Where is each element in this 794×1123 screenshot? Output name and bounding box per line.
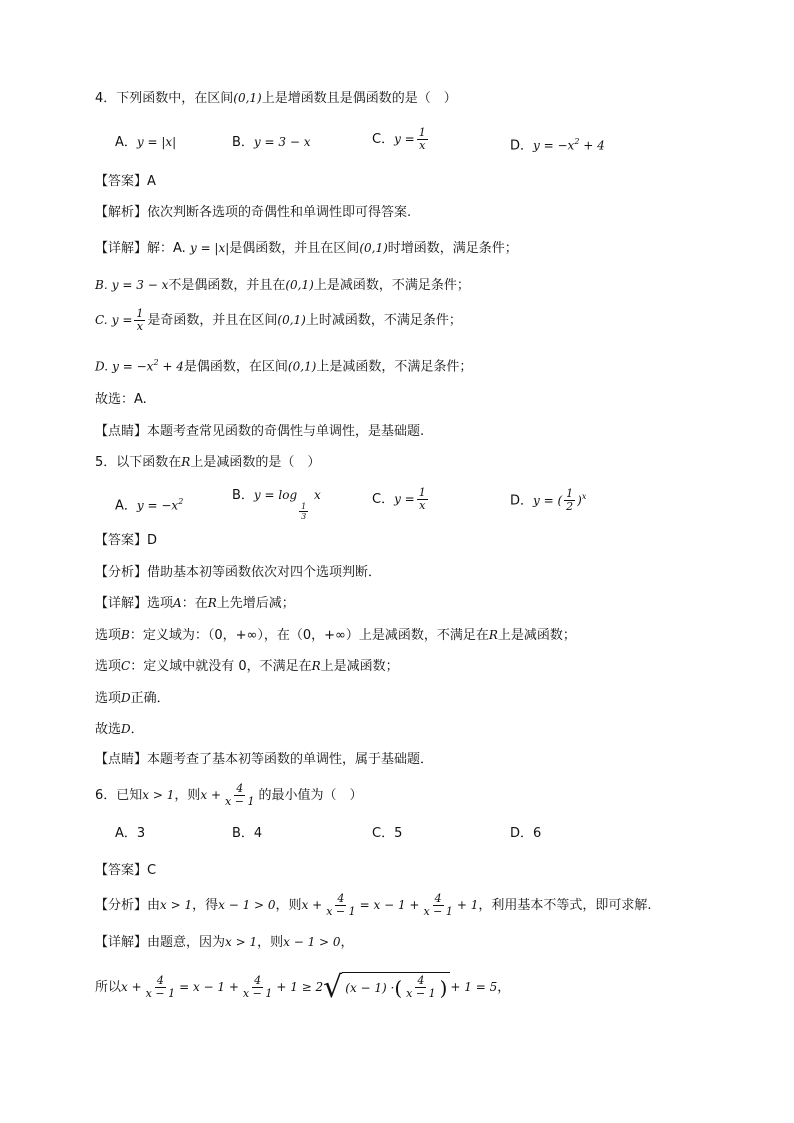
q5-option-c: C．y = $\frac{1}{x}$	[372, 486, 426, 512]
fraction: $\frac{1}{x}$	[418, 486, 426, 512]
q4-stem: 4．下列函数中，在区间(0,1)上是增函数且是偶函数的是（ ）	[95, 91, 457, 106]
q4-option-b: B．y = 3 − x	[232, 135, 311, 150]
fraction: $\frac{4}{x - 1}$	[326, 892, 356, 918]
q4-analysis: 【解析】依次判断各选项的奇偶性和单调性即可得答案.	[95, 205, 412, 220]
fraction: $\frac{4}{x - 1}$	[242, 974, 273, 1000]
q5-stem: 5．以下函数在R上是减函数的是（ ）	[95, 455, 321, 470]
q4-detail: 【详解】解：A. y = |x|是偶函数，并且在区间(0,1)时增函数，满足条件；	[95, 241, 518, 256]
q5-comment: 【点睛】本题考查了基本初等函数的单调性，属于基础题．	[95, 752, 434, 767]
fraction: $\frac{1}{x}$	[136, 307, 144, 333]
q6-detail: 【详解】由题意，因为x > 1，则x − 1 > 0，	[95, 935, 354, 950]
q5-option-d: D．y = ( $\frac{1}{2}$ )$^x$	[510, 487, 587, 514]
q4-detail-b: B. y = 3 − x不是偶函数，并且在(0,1)上是减函数，不满足条件；	[95, 278, 470, 293]
q6-derivation: 所以x + $\frac{4}{x - 1}$ = x − 1 + $\frac{4}{x - 1}$ + 1 ≥ 2√ (x − 1) · ( $\frac{4}{x - 1}$ ) + 1 = 5，	[95, 970, 511, 1005]
fraction: $\frac{4}{x - 1}$	[145, 974, 176, 1000]
q5-detail-d: 选项D正确．	[95, 691, 170, 706]
radical-sign-icon: √	[323, 970, 343, 1005]
square-root: √ (x − 1) · ( $\frac{4}{x - 1}$ )	[323, 972, 450, 1003]
q4-comment: 【点睛】本题考查常见函数的奇偶性与单调性，是基础题.	[95, 424, 425, 439]
q4-answer: 【答案】A	[95, 174, 156, 189]
fraction: $\frac{1}{x}$	[418, 126, 426, 152]
fraction: $\frac{4}{x - 1}$	[225, 782, 255, 808]
q6-option-c: C．5	[372, 826, 403, 841]
q5-answer: 【答案】D	[95, 533, 158, 548]
q4-option-a: A．y = |x|	[115, 135, 177, 150]
q6-stem: 6．已知x > 1，则x + $\frac{4}{x - 1}$ 的最小值为（ ）	[95, 782, 363, 808]
q6-option-a: A．3	[115, 826, 146, 841]
q4-option-d: D．$y = -x^2 + 4$	[510, 137, 605, 154]
q6-analysis: 【分析】由x > 1，得x − 1 > 0，则x + $\frac{4}{x - 1}$ = x − 1 + $\frac{4}{x - 1}$ + 1，利用基本不等式，即可求解.	[95, 892, 652, 918]
q5-choose: 故选D．	[95, 722, 144, 737]
log-base-fraction: $\frac{1}{3}$	[301, 502, 307, 521]
fraction: $\frac{4}{x - 1}$	[406, 974, 436, 1000]
q4-option-c: C．y = $\frac{1}{x}$	[372, 126, 426, 152]
fraction: $\frac{4}{x - 1}$	[423, 892, 453, 918]
q5-option-a: A．$y = -x^2$	[115, 497, 184, 514]
q5-detail: 【详解】选项A：在R上先增后减；	[95, 596, 295, 611]
q5-option-b: B．y = log $\frac{1}{3}$ x	[232, 488, 321, 521]
q4-choose: 故选：A.	[95, 392, 147, 407]
q5-detail-b: 选项B：定义域为：（0，+∞），在（0，+∞）上是减函数，不满足在R上是减函数；	[95, 628, 576, 643]
q4-detail-d: D. $y = -x^2 + 4$是偶函数，在区间(0,1)上是减函数，不满足条件；	[95, 358, 473, 375]
q5-analysis: 【分析】借助基本初等函数依次对四个选项判断．	[95, 565, 382, 580]
q5-detail-c: 选项C：定义域中就没有 0，不满足在R上是减函数；	[95, 659, 399, 674]
fraction: $\frac{1}{2}$	[566, 487, 574, 514]
q6-option-d: D．6	[510, 826, 542, 841]
q6-option-b: B．4	[232, 826, 263, 841]
q6-answer: 【答案】C	[95, 863, 157, 878]
q4-detail-c: C. y = $\frac{1}{x}$ 是奇函数，并且在区间(0,1)上时减函数，不满足条件；	[95, 307, 462, 333]
